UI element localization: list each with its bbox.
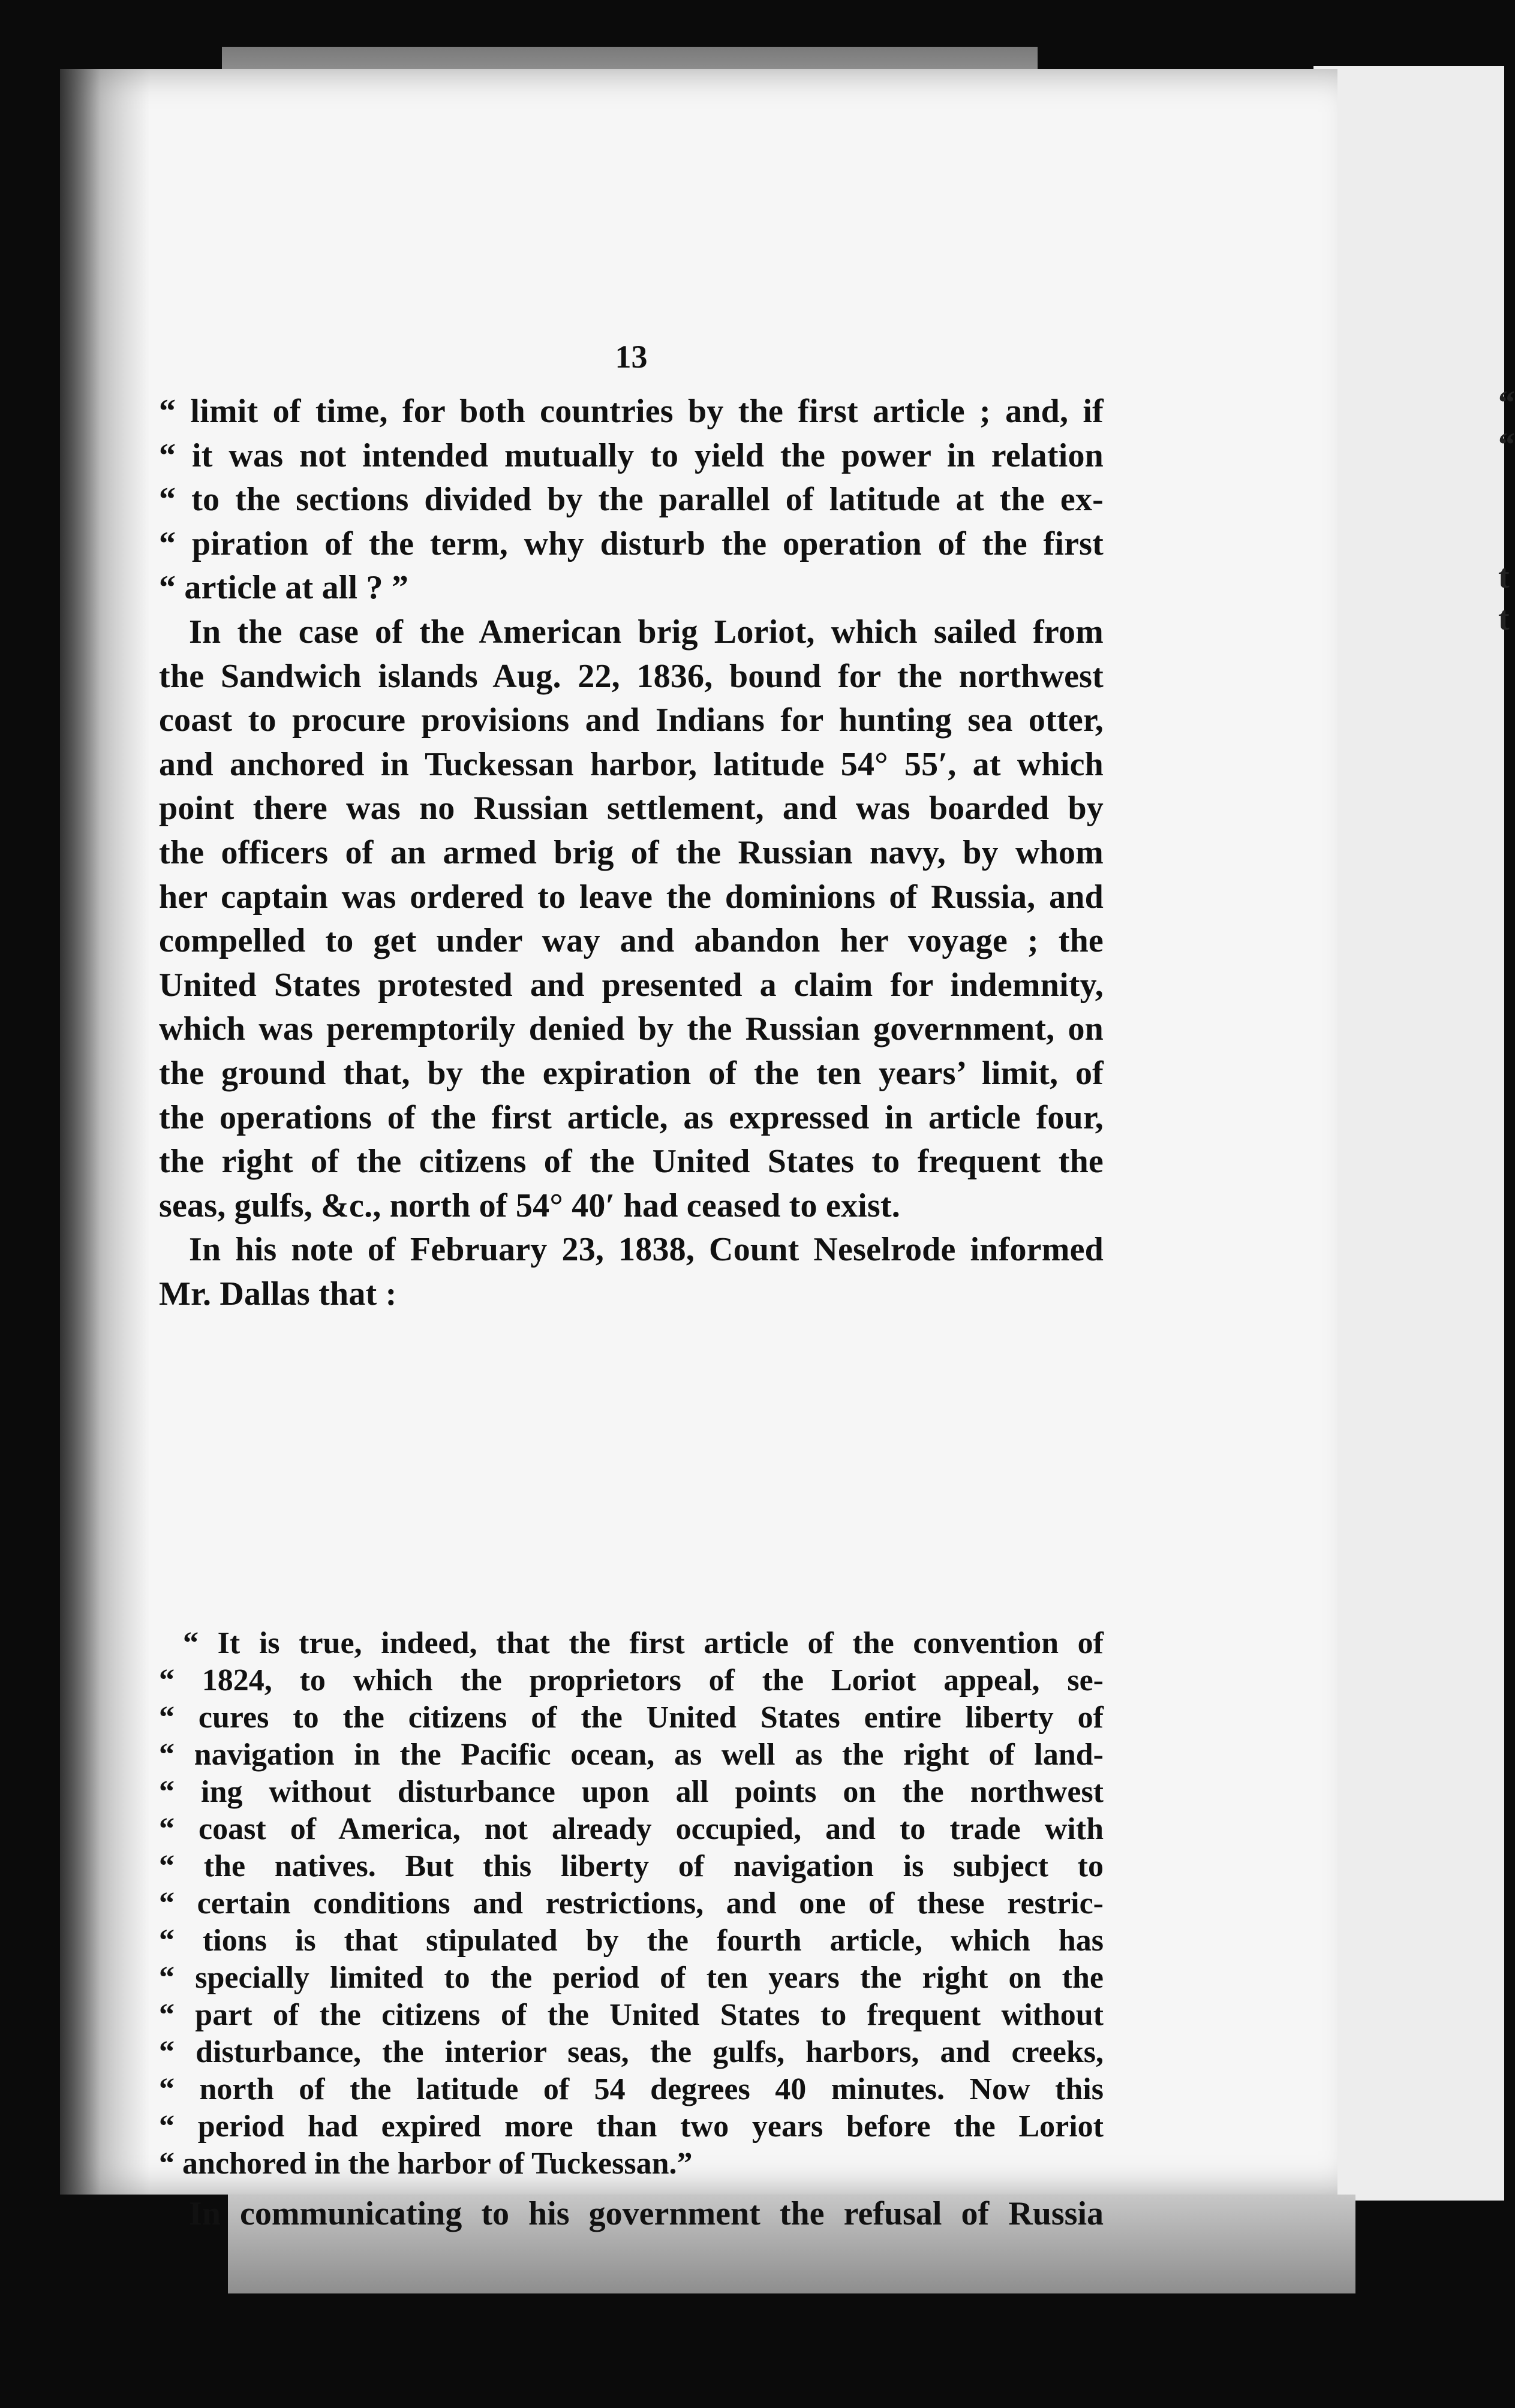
quote-line: “ cures to the citizens of the United States entire liberty of xyxy=(159,1700,1104,1735)
quote-line: “ specially limited to the period of ten years the right on the xyxy=(159,1961,1104,1995)
quote-line: “ ing without disturbance upon all points on the northwest xyxy=(159,1775,1104,1809)
text-line: coast to procure provisions and Indians for hunting sea otter, xyxy=(159,702,1104,739)
quote-line: “ anchored in the harbor of Tuckessan.” xyxy=(159,2147,693,2181)
text-line: the Sandwich islands Aug. 22, 1836, bound for the northwest xyxy=(159,657,1104,695)
text-line: “ piration of the term, why disturb the operation of the first xyxy=(159,525,1104,562)
text-line: the officers of an armed brig of the Russian navy, by whom xyxy=(159,833,1104,871)
text-line: the right of the citizens of the United States to frequent the xyxy=(159,1143,1104,1181)
text-line: which was peremptorily denied by the Russian government, on xyxy=(159,1010,1104,1048)
body-text xyxy=(159,390,1104,1316)
quote-line: “ tions is that stipulated by the fourth article, which has xyxy=(159,1924,1104,1958)
text-line: In communicating to his government the refusal of Russia xyxy=(189,2195,1104,2232)
text-line: United States protested and presented a claim for indemnity, xyxy=(159,966,1104,1004)
quote-line: “ coast of America, not already occupied, and to trade with xyxy=(159,1812,1104,1846)
block-quote xyxy=(159,1625,1104,2183)
page-gutter-shadow xyxy=(60,69,150,2195)
quote-line: “ It is true, indeed, that the first article of the convention of xyxy=(183,1626,1104,1660)
quote-line: “ certain conditions and restrictions, and one of these restric- xyxy=(159,1886,1104,1921)
text-line: “ to the sections divided by the parallel of latitude at the ex- xyxy=(159,481,1104,519)
text-line: Mr. Dallas that : xyxy=(159,1275,397,1313)
facing-page-edge xyxy=(1313,66,1515,2201)
text-line: In his note of February 23, 1838, Count Neselrode informed xyxy=(189,1231,1104,1269)
quote-line: “ part of the citizens of the United States to frequent without xyxy=(159,1998,1104,2032)
page-number: 13 xyxy=(615,339,648,375)
text-line: In the case of the American brig Loriot, which sailed from xyxy=(189,613,1104,651)
facing-page-fragment: t xyxy=(1498,558,1510,595)
text-line: the operations of the first article, as expressed in article four, xyxy=(159,1098,1104,1136)
quote-line: “ navigation in the Pacific ocean, as well as the right of land- xyxy=(159,1738,1104,1772)
facing-page-fragment: “ xyxy=(1498,384,1515,422)
quote-line: “ the natives. But this liberty of navigation is subject to xyxy=(159,1849,1104,1883)
quote-line: “ north of the latitude of 54 degrees 40 minutes. Now this xyxy=(159,2072,1104,2106)
text-line: her captain was ordered to leave the dominions of Russia, and xyxy=(159,878,1104,916)
text-line: seas, gulfs, &c., north of 54° 40′ had ceased to exist. xyxy=(159,1187,900,1224)
quote-line: “ 1824, to which the proprietors of the Loriot appeal, se- xyxy=(159,1663,1104,1697)
facing-page-fragment: “ xyxy=(1498,426,1515,463)
text-line: compelled to get under way and abandon her voyage ; the xyxy=(159,922,1104,960)
text-line: the ground that, by the expiration of the ten years’ limit, of xyxy=(159,1054,1104,1092)
quote-line: “ period had expired more than two years before the Loriot xyxy=(159,2109,1104,2144)
facing-page-fragment: t xyxy=(1498,600,1510,637)
text-line: “ article at all ? ” xyxy=(159,569,409,607)
text-line: “ limit of time, for both countries by the first article ; and, if xyxy=(159,393,1104,430)
quote-line: “ disturbance, the interior seas, the gulfs, harbors, and creeks, xyxy=(159,2035,1104,2069)
text-line: point there was no Russian settlement, and was boarded by xyxy=(159,790,1104,827)
text-line: “ it was not intended mutually to yield the power in relation xyxy=(159,437,1104,474)
text-line: and anchored in Tuckessan harbor, latitude 54° 55′, at which xyxy=(159,745,1104,783)
